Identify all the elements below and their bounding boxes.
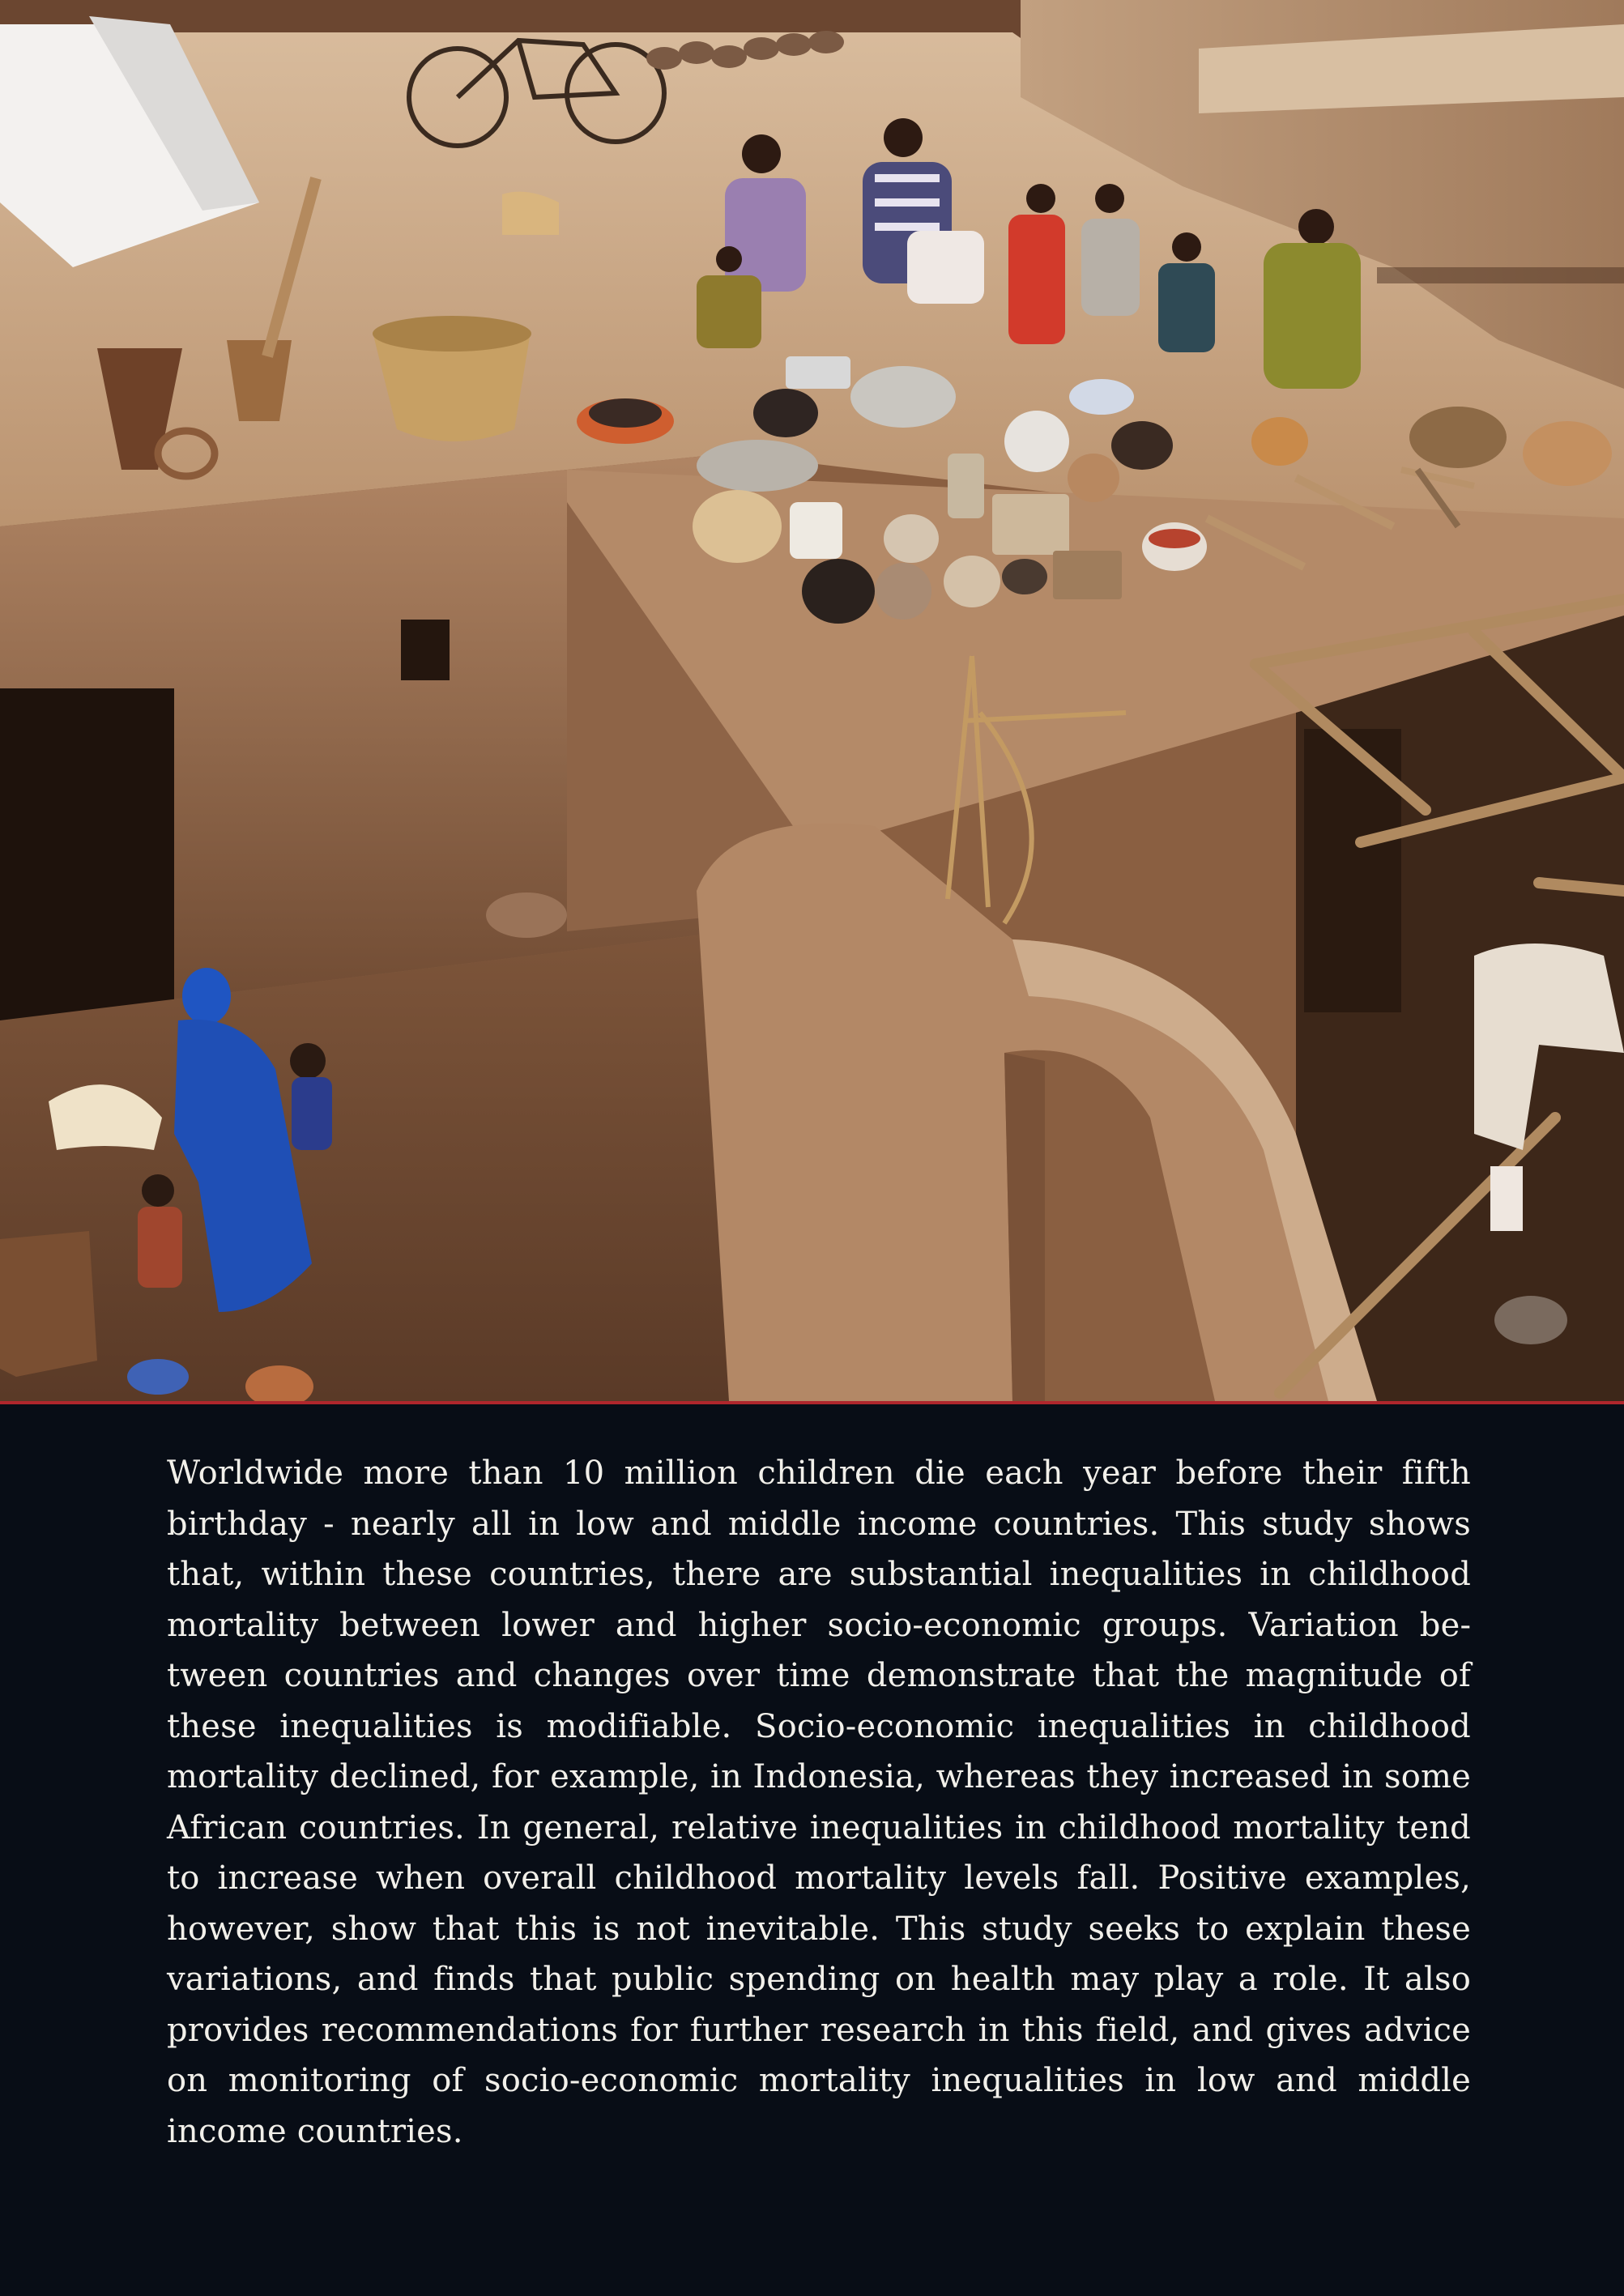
- left-doorway: [0, 688, 174, 1053]
- summary-panel: [0, 1404, 1624, 2296]
- summary-paragraph: Worldwide more than 10 million children die each year before their fifth birthday - nearly all in low and middle income countries. This study shows that, within these countries, there are substantial inequalities in childhood mortality between lower and higher socio-economic groups. Variation between countries and changes over time demonstrate that the magnitude of these inequalities is modifiable. Socio-economic inequalities in childhood mortality declined, for example, in Indonesia, whereas they increased in some African countries. In general, relative inequalities in childhood mortality tend to increase when overall childhood mortality levels fall. Positive examples, however, show that this is not inevitable. This study seeks to explain these variations, and finds that public spending on health may play a role. It also provides recommendations for further research in this field, and gives advice on monitoring of socio-economic mortality inequalities in low and middle income countries.: [167, 1455, 1471, 2150]
- wall-window: [401, 620, 450, 680]
